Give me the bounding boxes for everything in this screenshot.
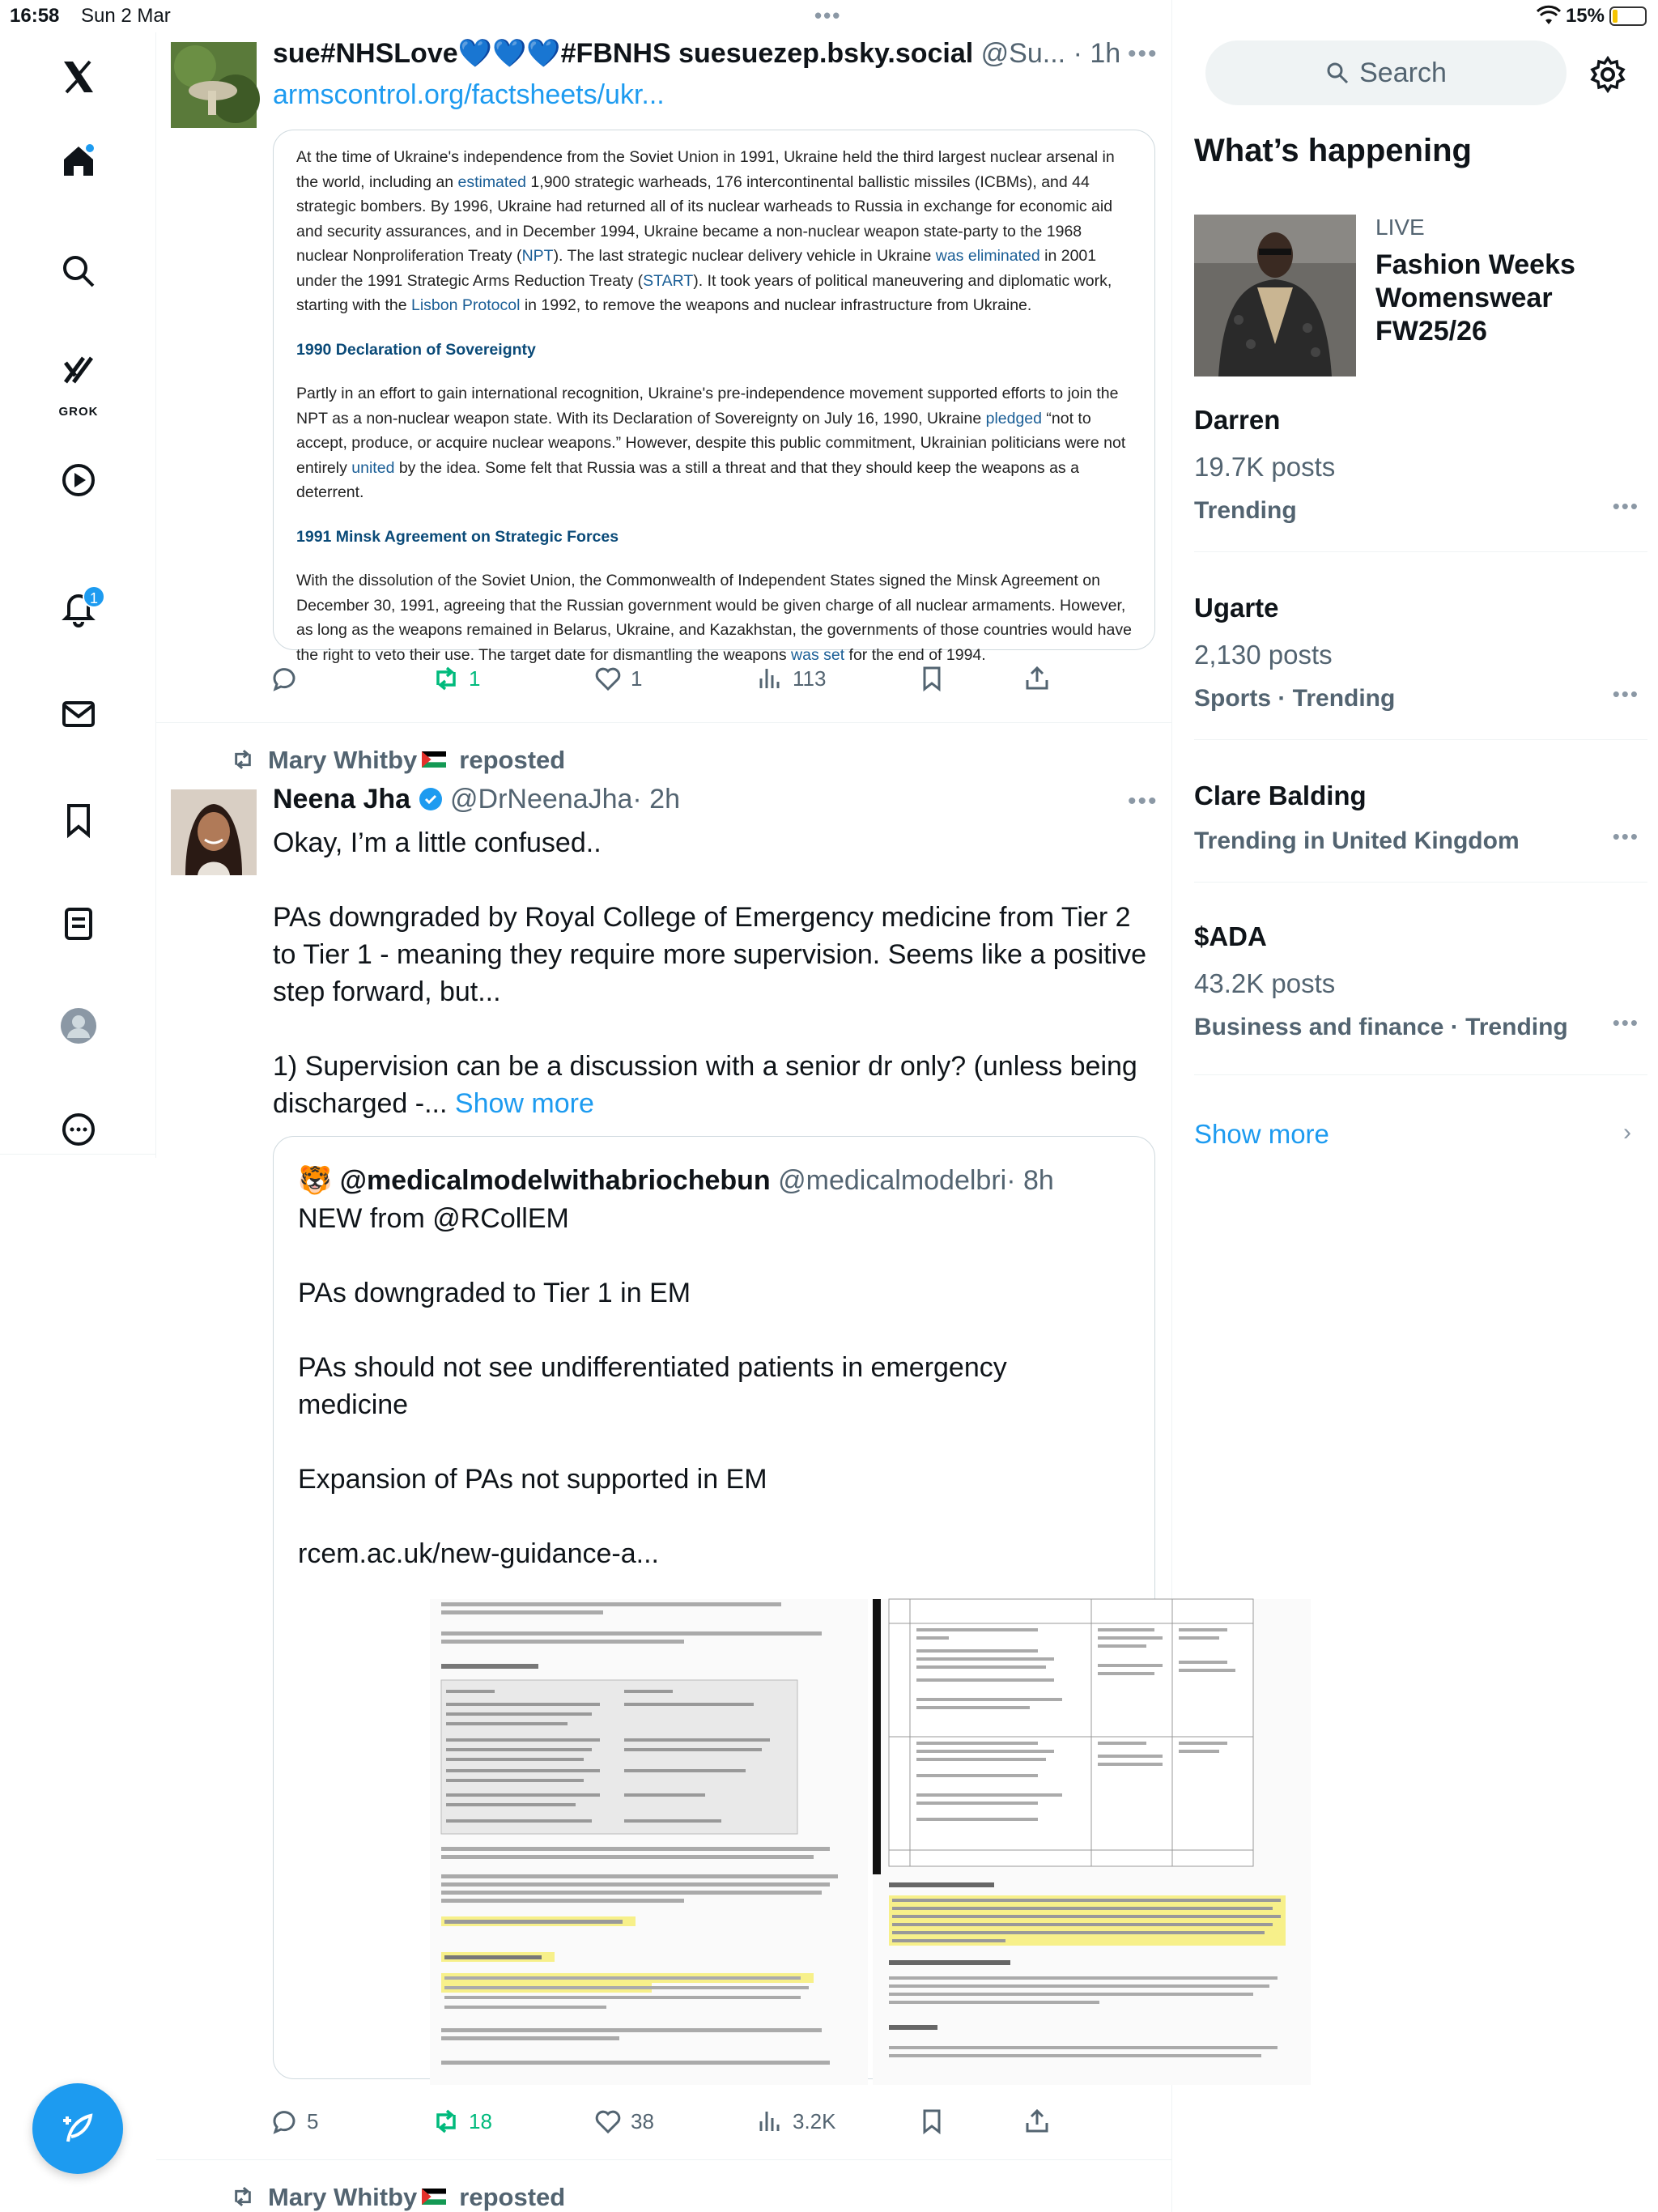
article-link[interactable]: Lisbon Protocol (410, 296, 521, 314)
reposter-name[interactable]: Mary Whitby (268, 746, 418, 774)
repost-indicator (231, 2183, 565, 2212)
battery-percent: 15% (1565, 5, 1605, 27)
views-icon (755, 664, 784, 693)
repost-icon (432, 2107, 461, 2136)
show-more-link[interactable]: Show more (454, 1088, 594, 1119)
article-subheading: 1990 Declaration of Sovereignty (296, 340, 536, 359)
share-icon (1022, 2107, 1052, 2136)
trend-name: Clare Balding (1194, 781, 1367, 810)
article-link[interactable]: START (643, 271, 694, 290)
like-count: 1 (631, 666, 643, 691)
like-button[interactable] (593, 664, 642, 693)
article-link[interactable]: NPT (521, 247, 554, 265)
featured-trend-title: Fashion Weeks Womenswear FW25/26 (1375, 249, 1575, 347)
post-link[interactable]: armscontrol.org/factsheets/ukr... (273, 79, 665, 110)
messages-icon[interactable] (50, 686, 107, 742)
notifications-badge: 1 (83, 585, 105, 608)
repost-button[interactable] (432, 664, 480, 693)
article-link[interactable]: was eliminated (935, 247, 1040, 265)
trend-more-options[interactable]: ••• (1612, 1010, 1639, 1035)
document-image-left[interactable] (430, 1599, 868, 2085)
trend-post-count: 19.7K posts (1194, 452, 1336, 482)
reply-button[interactable] (270, 2107, 318, 2136)
quote-time: · 8h (1006, 1165, 1054, 1196)
bookmarks-icon[interactable] (50, 792, 107, 849)
like-button[interactable] (593, 2107, 654, 2136)
user-handle[interactable]: @DrNeenaJha (450, 784, 633, 815)
post-time[interactable]: · 1h (1073, 38, 1121, 69)
video-icon[interactable] (50, 452, 107, 508)
right-sidebar (1173, 32, 1658, 2212)
quote-line: PAs should not see undifferentiated patients in emergency medicine (298, 1352, 1007, 1420)
bookmark-icon (917, 664, 946, 693)
user-handle[interactable]: @Su... (980, 38, 1066, 69)
whats-happening-title: What’s happening (1194, 133, 1472, 168)
trend-category: Trending (1194, 497, 1297, 524)
home-icon[interactable] (50, 133, 107, 189)
link-preview-card[interactable] (273, 130, 1155, 664)
trend-post-count: 43.2K posts (1194, 968, 1336, 998)
quote-text (298, 1200, 1107, 1572)
display-name[interactable]: Neena Jha (273, 784, 411, 815)
featured-live-label: LIVE (1375, 215, 1425, 240)
reply-icon (270, 664, 299, 693)
trend-post-count: 2,130 posts (1194, 640, 1333, 670)
article-link[interactable]: estimated (457, 172, 527, 191)
post-actions (270, 2107, 1063, 2147)
multitask-handle[interactable]: ••• (814, 3, 842, 28)
heart-icon (593, 2107, 623, 2136)
reposted-label: reposted (459, 746, 566, 774)
status-time: 16:58 (10, 5, 60, 27)
like-count: 38 (631, 2108, 654, 2133)
trend-category: Trending in United Kingdom (1194, 827, 1520, 854)
views-count: 113 (793, 666, 827, 691)
lists-icon[interactable] (50, 895, 107, 952)
compose-feather-icon (58, 2109, 97, 2148)
search-icon[interactable] (50, 243, 107, 300)
post-header (273, 37, 1120, 70)
article-link[interactable]: united (351, 458, 395, 477)
trend-more-options[interactable]: ••• (1612, 682, 1639, 706)
bookmark-button[interactable] (917, 2107, 946, 2136)
status-date: Sun 2 Mar (81, 5, 171, 27)
trend-item[interactable] (1194, 593, 1647, 740)
trend-category: Business and finance · Trending (1194, 1014, 1568, 1040)
trend-name: $ADA (1194, 921, 1267, 951)
profile-avatar-icon[interactable] (50, 998, 107, 1054)
quote-line: PAs downgraded to Tier 1 in EM (298, 1278, 691, 1308)
views-icon (755, 2107, 784, 2136)
post-text-paragraph: PAs downgraded by Royal College of Emergency medicine from Tier 2 to Tier 1 - meaning they require more supervision. Seems like a positive step forward, but... (273, 902, 1147, 1007)
settings-gear-icon[interactable] (1588, 55, 1627, 94)
post-more-options[interactable]: ••• (1128, 788, 1158, 815)
article-link[interactable]: pledged (985, 409, 1042, 428)
quote-header (298, 1164, 1054, 1197)
search-input[interactable] (1205, 40, 1567, 105)
verified-badge-icon (419, 787, 443, 811)
wifi-icon (1537, 6, 1561, 26)
flag-icon (422, 2184, 446, 2209)
quote-handle[interactable]: @medicalmodelbri (778, 1165, 1007, 1196)
quote-line[interactable]: rcem.ac.uk/new-guidance-a... (298, 1538, 659, 1569)
home-unread-dot (84, 143, 96, 154)
reposted-label: reposted (459, 2183, 566, 2211)
post[interactable] (156, 2160, 1172, 2212)
reposter-name[interactable]: Mary Whitby (268, 2183, 418, 2211)
repost-icon (231, 747, 255, 772)
post-time[interactable]: · 2h (632, 784, 680, 815)
reply-button[interactable] (270, 664, 307, 693)
featured-trend[interactable] (1194, 215, 1647, 376)
views-button[interactable] (755, 2107, 836, 2136)
post-text-line: Okay, I’m a little confused.. (273, 827, 602, 858)
trend-item[interactable] (1194, 781, 1647, 883)
post-actions (270, 664, 1063, 704)
repost-count: 18 (469, 2108, 492, 2133)
trend-name: Ugarte (1194, 593, 1279, 623)
article-subheading: 1991 Minsk Agreement on Strategic Forces (296, 527, 619, 546)
quote-display-name[interactable]: @medicalmodelwithabriochebun (339, 1165, 771, 1196)
battery-icon (1609, 6, 1647, 26)
bookmark-button[interactable] (917, 664, 946, 693)
grok-label: GROK (58, 405, 99, 419)
share-button[interactable] (1022, 2107, 1052, 2136)
nav-divider (0, 1154, 156, 1155)
notifications-icon[interactable] (50, 579, 107, 636)
timeline-feed (156, 0, 1172, 2212)
show-more-trends-link[interactable]: Show more (1194, 1119, 1329, 1149)
trend-item[interactable] (1194, 921, 1647, 1075)
left-nav (0, 32, 156, 1158)
repost-button[interactable] (432, 2107, 492, 2136)
repost-indicator (231, 746, 565, 775)
share-button[interactable] (1022, 664, 1052, 693)
post-text-paragraph: 1) Supervision can be a discussion with a senior dr only? (unless being discharged -... Show more (273, 1051, 1137, 1119)
trend-more-options[interactable]: ••• (1612, 824, 1639, 849)
grok-icon[interactable] (50, 342, 107, 419)
article-paragraph: With the dissolution of the Soviet Union, the Commonwealth of Independent States signed the Minsk Agreement on December 30, 1991, agreeing that the Russian government would be given charge of all nuclear armaments. However, as long as the weapons remained in Belarus, Ukraine, and Kazakhstan, the governments of those countries would have the right to veto their use. The target date for dismantling the weapons was set for the end of 1994. (296, 572, 1132, 664)
chevron-right-icon: › (1623, 1119, 1631, 1146)
featured-trend-image (1194, 215, 1356, 376)
views-button[interactable] (755, 664, 826, 693)
views-count: 3.2K (793, 2108, 836, 2133)
quote-line: NEW from @RCollEM (298, 1203, 569, 1234)
status-right (1537, 5, 1647, 28)
display-name[interactable]: sue#NHSLove💙💙💙#FBNHS suesuezep.bsky.social (273, 38, 974, 69)
heart-icon (593, 664, 623, 693)
trend-item[interactable] (1194, 405, 1647, 552)
share-icon (1022, 664, 1052, 693)
avatar[interactable] (171, 42, 257, 128)
reply-count: 5 (307, 2108, 319, 2133)
post-more-options[interactable]: ••• (1128, 40, 1158, 67)
flag-icon (422, 747, 446, 772)
search-icon (1325, 61, 1350, 85)
trend-name: Darren (1194, 405, 1281, 435)
quote-line: Expansion of PAs not supported in EM (298, 1464, 767, 1495)
reply-icon (270, 2107, 299, 2136)
quote-avatar[interactable]: 🐯 (298, 1165, 333, 1196)
article-link[interactable]: was set (791, 645, 845, 664)
avatar[interactable] (171, 789, 257, 875)
post[interactable] (156, 0, 1172, 723)
article-paragraph: Partly in an effort to gain international recognition, Ukraine's pre-independence movement supported efforts to join the NPT as a non-nuclear weapon state. With its Declaration of Sovereignty on July 16, 1990, Ukraine pledged “not to accept, produce, or acquire nuclear weapons.” However, despite this public commitment, Ukrainian politicians were not entirely united by the idea. Some felt that Russia was a still a threat and that they should keep the weapons as a deterrent. (296, 385, 1126, 501)
compose-post-button[interactable] (32, 2083, 123, 2174)
repost-count: 1 (469, 666, 481, 691)
trend-more-options[interactable]: ••• (1612, 494, 1639, 518)
more-options-icon[interactable] (50, 1101, 107, 1158)
bookmark-icon (917, 2107, 946, 2136)
x-logo-icon[interactable] (50, 49, 107, 105)
trend-category: Sports · Trending (1194, 685, 1396, 712)
article-paragraph: At the time of Ukraine's independence from the Soviet Union in 1991, Ukraine held the third largest nuclear arsenal in the world, including an estimated 1,900 strategic warheads, 176 intercontinental ballistic missiles (ICBMs), and 44 strategic bombers. By 1996, Ukraine had returned all of its nuclear warheads to Russia in exchange for economic aid and security assurances, and in December 1994, Ukraine became a non-nuclear weapon state-party to the 1968 nuclear Nonproliferation Treaty (NPT). The last strategic nuclear delivery vehicle in Ukraine was eliminated in 2001 under the 1991 Strategic Arms Reduction Treaty (START). It took years of political maneuvering and diplomatic work, starting with the Lisbon Protocol in 1992, to remove the weapons and nuclear infrastructure from Ukraine. (296, 148, 1115, 314)
repost-icon (231, 2184, 255, 2209)
repost-icon (432, 664, 461, 693)
search-placeholder: Search (1359, 57, 1447, 88)
post-header (273, 784, 680, 815)
